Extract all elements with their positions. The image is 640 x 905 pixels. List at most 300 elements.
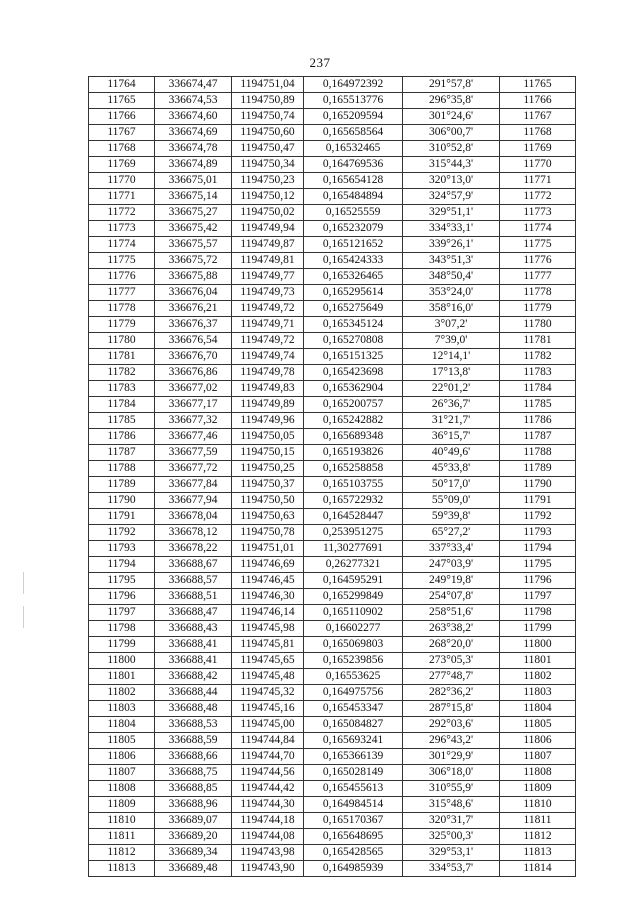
x-coordinate-cell: 336675,27	[155, 205, 232, 221]
distance-cell: 0,165484894	[304, 189, 403, 205]
table-row	[89, 381, 576, 397]
y-coordinate-cell: 1194750,34	[232, 157, 304, 173]
y-coordinate-cell: 1194745,48	[232, 669, 304, 685]
next-point-cell: 11766	[500, 93, 576, 109]
x-coordinate-cell: 336677,84	[155, 477, 232, 493]
next-point-cell: 11801	[500, 653, 576, 669]
table-row	[89, 253, 576, 269]
distance-cell: 0,165658564	[304, 125, 403, 141]
distance-cell: 0,164595291	[304, 573, 403, 589]
bearing-cell: 291°57,8'	[403, 77, 500, 93]
point-number-cell: 11806	[89, 749, 155, 765]
x-coordinate-cell: 336689,20	[155, 829, 232, 845]
next-point-cell: 11803	[500, 685, 576, 701]
x-coordinate-cell: 336688,85	[155, 781, 232, 797]
point-number-cell: 11781	[89, 349, 155, 365]
y-coordinate-cell: 1194744,30	[232, 797, 304, 813]
y-coordinate-cell: 1194744,56	[232, 765, 304, 781]
point-number-cell: 11779	[89, 317, 155, 333]
distance-cell: 0,165209594	[304, 109, 403, 125]
next-point-cell: 11791	[500, 493, 576, 509]
next-point-cell: 11786	[500, 413, 576, 429]
distance-cell: 0,165084827	[304, 717, 403, 733]
page-number: 237	[309, 55, 331, 70]
y-coordinate-cell: 1194749,87	[232, 237, 304, 253]
next-point-cell: 11780	[500, 317, 576, 333]
x-coordinate-cell: 336689,34	[155, 845, 232, 861]
next-point-cell: 11792	[500, 509, 576, 525]
next-point-cell: 11765	[500, 77, 576, 93]
x-coordinate-cell: 336688,48	[155, 701, 232, 717]
y-coordinate-cell: 1194749,72	[232, 333, 304, 349]
x-coordinate-cell: 336677,17	[155, 397, 232, 413]
table-row	[89, 285, 576, 301]
x-coordinate-cell: 336675,42	[155, 221, 232, 237]
distance-cell: 0,165299849	[304, 589, 403, 605]
point-number-cell: 11808	[89, 781, 155, 797]
next-point-cell: 11804	[500, 701, 576, 717]
y-coordinate-cell: 1194744,70	[232, 749, 304, 765]
bearing-cell: 247°03,9'	[403, 557, 500, 573]
bearing-cell: 17°13,8'	[403, 365, 500, 381]
distance-cell: 0,165193826	[304, 445, 403, 461]
bearing-cell: 55°09,0'	[403, 493, 500, 509]
y-coordinate-cell: 1194750,25	[232, 461, 304, 477]
x-coordinate-cell: 336688,51	[155, 589, 232, 605]
point-number-cell: 11811	[89, 829, 155, 845]
next-point-cell: 11779	[500, 301, 576, 317]
table-row	[89, 205, 576, 221]
y-coordinate-cell: 1194751,01	[232, 541, 304, 557]
y-coordinate-cell: 1194749,89	[232, 397, 304, 413]
table-row	[89, 509, 576, 525]
point-number-cell: 11778	[89, 301, 155, 317]
bearing-cell: 249°19,8'	[403, 573, 500, 589]
point-number-cell: 11777	[89, 285, 155, 301]
x-coordinate-cell: 336675,01	[155, 173, 232, 189]
y-coordinate-cell: 1194750,37	[232, 477, 304, 493]
point-number-cell: 11793	[89, 541, 155, 557]
y-coordinate-cell: 1194750,50	[232, 493, 304, 509]
point-number-cell: 11791	[89, 509, 155, 525]
table-row	[89, 685, 576, 701]
point-number-cell: 11801	[89, 669, 155, 685]
y-coordinate-cell: 1194749,81	[232, 253, 304, 269]
distance-cell: 0,165513776	[304, 93, 403, 109]
y-coordinate-cell: 1194749,71	[232, 317, 304, 333]
next-point-cell: 11775	[500, 237, 576, 253]
next-point-cell: 11809	[500, 781, 576, 797]
table-row	[89, 589, 576, 605]
bearing-cell: 292°03,6'	[403, 717, 500, 733]
point-number-cell: 11792	[89, 525, 155, 541]
next-point-cell: 11797	[500, 589, 576, 605]
x-coordinate-cell: 336676,54	[155, 333, 232, 349]
next-point-cell: 11796	[500, 573, 576, 589]
table-row	[89, 189, 576, 205]
distance-cell: 0,165455613	[304, 781, 403, 797]
point-number-cell: 11803	[89, 701, 155, 717]
distance-cell: 0,165275649	[304, 301, 403, 317]
next-point-cell: 11778	[500, 285, 576, 301]
x-coordinate-cell: 336675,88	[155, 269, 232, 285]
bearing-cell: 59°39,8'	[403, 509, 500, 525]
y-coordinate-cell: 1194743,98	[232, 845, 304, 861]
table-row	[89, 237, 576, 253]
x-coordinate-cell: 336688,75	[155, 765, 232, 781]
next-point-cell: 11813	[500, 845, 576, 861]
distance-cell: 0,165110902	[304, 605, 403, 621]
bearing-cell: 26°36,7'	[403, 397, 500, 413]
bearing-cell: 339°26,1'	[403, 237, 500, 253]
y-coordinate-cell: 1194749,94	[232, 221, 304, 237]
y-coordinate-cell: 1194743,90	[232, 861, 304, 877]
point-number-cell: 11795	[89, 573, 155, 589]
point-number-cell: 11772	[89, 205, 155, 221]
x-coordinate-cell: 336676,37	[155, 317, 232, 333]
x-coordinate-cell: 336678,12	[155, 525, 232, 541]
point-number-cell: 11765	[89, 93, 155, 109]
y-coordinate-cell: 1194749,83	[232, 381, 304, 397]
point-number-cell: 11776	[89, 269, 155, 285]
x-coordinate-cell: 336675,72	[155, 253, 232, 269]
point-number-cell: 11775	[89, 253, 155, 269]
y-coordinate-cell: 1194746,14	[232, 605, 304, 621]
y-coordinate-cell: 1194750,60	[232, 125, 304, 141]
table-row	[89, 637, 576, 653]
x-coordinate-cell: 336688,66	[155, 749, 232, 765]
y-coordinate-cell: 1194750,63	[232, 509, 304, 525]
bearing-cell: 348°50,4'	[403, 269, 500, 285]
distance-cell: 0,164984514	[304, 797, 403, 813]
next-point-cell: 11768	[500, 125, 576, 141]
x-coordinate-cell: 336674,89	[155, 157, 232, 173]
y-coordinate-cell: 1194745,98	[232, 621, 304, 637]
point-number-cell: 11764	[89, 77, 155, 93]
table-row	[89, 813, 576, 829]
bearing-cell: 254°07,8'	[403, 589, 500, 605]
bearing-cell: 40°49,6'	[403, 445, 500, 461]
y-coordinate-cell: 1194745,65	[232, 653, 304, 669]
distance-cell: 0,165103755	[304, 477, 403, 493]
next-point-cell: 11802	[500, 669, 576, 685]
distance-cell: 0,165200757	[304, 397, 403, 413]
distance-cell: 0,26277321	[304, 557, 403, 573]
table-row	[89, 157, 576, 173]
point-number-cell: 11812	[89, 845, 155, 861]
next-point-cell: 11773	[500, 205, 576, 221]
bearing-cell: 65°27,2'	[403, 525, 500, 541]
y-coordinate-cell: 1194750,05	[232, 429, 304, 445]
distance-cell: 0,165242882	[304, 413, 403, 429]
point-number-cell: 11768	[89, 141, 155, 157]
table-row	[89, 781, 576, 797]
distance-cell: 0,165258858	[304, 461, 403, 477]
next-point-cell: 11774	[500, 221, 576, 237]
y-coordinate-cell: 1194749,73	[232, 285, 304, 301]
point-number-cell: 11782	[89, 365, 155, 381]
next-point-cell: 11787	[500, 429, 576, 445]
y-coordinate-cell: 1194749,96	[232, 413, 304, 429]
table-row	[89, 701, 576, 717]
next-point-cell: 11806	[500, 733, 576, 749]
distance-cell: 0,165239856	[304, 653, 403, 669]
y-coordinate-cell: 1194750,78	[232, 525, 304, 541]
x-coordinate-cell: 336677,94	[155, 493, 232, 509]
table-row	[89, 365, 576, 381]
y-coordinate-cell: 1194751,04	[232, 77, 304, 93]
next-point-cell: 11769	[500, 141, 576, 157]
bearing-cell: 337°33,4'	[403, 541, 500, 557]
table-row	[89, 717, 576, 733]
table-row	[89, 173, 576, 189]
bearing-cell: 301°29,9'	[403, 749, 500, 765]
table-row	[89, 605, 576, 621]
distance-cell: 0,165722932	[304, 493, 403, 509]
x-coordinate-cell: 336676,04	[155, 285, 232, 301]
distance-cell: 0,165270808	[304, 333, 403, 349]
next-point-cell: 11788	[500, 445, 576, 461]
x-coordinate-cell: 336677,02	[155, 381, 232, 397]
table-row	[89, 77, 576, 93]
point-number-cell: 11766	[89, 109, 155, 125]
table-row	[89, 765, 576, 781]
table-row	[89, 301, 576, 317]
point-number-cell: 11794	[89, 557, 155, 573]
point-number-cell: 11790	[89, 493, 155, 509]
x-coordinate-cell: 336678,22	[155, 541, 232, 557]
next-point-cell: 11793	[500, 525, 576, 541]
y-coordinate-cell: 1194745,16	[232, 701, 304, 717]
x-coordinate-cell: 336675,57	[155, 237, 232, 253]
point-number-cell: 11767	[89, 125, 155, 141]
x-coordinate-cell: 336676,21	[155, 301, 232, 317]
table-row	[89, 493, 576, 509]
table-row	[89, 621, 576, 637]
y-coordinate-cell: 1194746,69	[232, 557, 304, 573]
distance-cell: 0,164769536	[304, 157, 403, 173]
distance-cell: 0,165295614	[304, 285, 403, 301]
next-point-cell: 11776	[500, 253, 576, 269]
coordinates-table-body	[89, 77, 576, 877]
next-point-cell: 11770	[500, 157, 576, 173]
y-coordinate-cell: 1194744,42	[232, 781, 304, 797]
bearing-cell: 320°13,0'	[403, 173, 500, 189]
next-point-cell: 11808	[500, 765, 576, 781]
table-row	[89, 109, 576, 125]
x-coordinate-cell: 336677,32	[155, 413, 232, 429]
x-coordinate-cell: 336688,53	[155, 717, 232, 733]
next-point-cell: 11790	[500, 477, 576, 493]
bearing-cell: 3°07,2'	[403, 317, 500, 333]
x-coordinate-cell: 336677,46	[155, 429, 232, 445]
table-row	[89, 397, 576, 413]
table-row	[89, 525, 576, 541]
table-row	[89, 317, 576, 333]
x-coordinate-cell: 336674,47	[155, 77, 232, 93]
bearing-cell: 324°57,9'	[403, 189, 500, 205]
scan-margin-mark	[23, 606, 24, 628]
table-row	[89, 829, 576, 845]
x-coordinate-cell: 336688,59	[155, 733, 232, 749]
point-number-cell: 11805	[89, 733, 155, 749]
bearing-cell: 258°51,6'	[403, 605, 500, 621]
x-coordinate-cell: 336688,41	[155, 653, 232, 669]
point-number-cell: 11770	[89, 173, 155, 189]
distance-cell: 0,16602277	[304, 621, 403, 637]
bearing-cell: 268°20,0'	[403, 637, 500, 653]
x-coordinate-cell: 336688,42	[155, 669, 232, 685]
table-row	[89, 861, 576, 877]
x-coordinate-cell: 336676,86	[155, 365, 232, 381]
bearing-cell: 31°21,7'	[403, 413, 500, 429]
bearing-cell: 343°51,3'	[403, 253, 500, 269]
x-coordinate-cell: 336674,53	[155, 93, 232, 109]
distance-cell: 0,165069803	[304, 637, 403, 653]
bearing-cell: 306°00,7'	[403, 125, 500, 141]
y-coordinate-cell: 1194749,77	[232, 269, 304, 285]
point-number-cell: 11789	[89, 477, 155, 493]
point-number-cell: 11784	[89, 397, 155, 413]
distance-cell: 0,165689348	[304, 429, 403, 445]
distance-cell: 0,165326465	[304, 269, 403, 285]
next-point-cell: 11798	[500, 605, 576, 621]
x-coordinate-cell: 336689,48	[155, 861, 232, 877]
table-row	[89, 573, 576, 589]
point-number-cell: 11797	[89, 605, 155, 621]
bearing-cell: 22°01,2'	[403, 381, 500, 397]
next-point-cell: 11799	[500, 621, 576, 637]
y-coordinate-cell: 1194749,74	[232, 349, 304, 365]
point-number-cell: 11799	[89, 637, 155, 653]
table-row	[89, 429, 576, 445]
bearing-cell: 315°44,3'	[403, 157, 500, 173]
bearing-cell: 310°52,8'	[403, 141, 500, 157]
x-coordinate-cell: 336676,70	[155, 349, 232, 365]
bearing-cell: 329°51,1'	[403, 205, 500, 221]
y-coordinate-cell: 1194749,78	[232, 365, 304, 381]
point-number-cell: 11813	[89, 861, 155, 877]
bearing-cell: 334°53,7'	[403, 861, 500, 877]
next-point-cell: 11814	[500, 861, 576, 877]
bearing-cell: 296°35,8'	[403, 93, 500, 109]
table-row	[89, 141, 576, 157]
point-number-cell: 11771	[89, 189, 155, 205]
table-row	[89, 845, 576, 861]
point-number-cell: 11786	[89, 429, 155, 445]
bearing-cell: 358°16,0'	[403, 301, 500, 317]
y-coordinate-cell: 1194750,02	[232, 205, 304, 221]
table-row	[89, 733, 576, 749]
distance-cell: 0,165423698	[304, 365, 403, 381]
bearing-cell: 12°14,1'	[403, 349, 500, 365]
next-point-cell: 11785	[500, 397, 576, 413]
bearing-cell: 296°43,2'	[403, 733, 500, 749]
point-number-cell: 11774	[89, 237, 155, 253]
distance-cell: 0,165366139	[304, 749, 403, 765]
next-point-cell: 11812	[500, 829, 576, 845]
next-point-cell: 11807	[500, 749, 576, 765]
next-point-cell: 11789	[500, 461, 576, 477]
bearing-cell: 310°55,9'	[403, 781, 500, 797]
bearing-cell: 36°15,7'	[403, 429, 500, 445]
bearing-cell: 287°15,8'	[403, 701, 500, 717]
table-row	[89, 221, 576, 237]
next-point-cell: 11771	[500, 173, 576, 189]
y-coordinate-cell: 1194750,47	[232, 141, 304, 157]
point-number-cell: 11807	[89, 765, 155, 781]
distance-cell: 0,165424333	[304, 253, 403, 269]
next-point-cell: 11810	[500, 797, 576, 813]
distance-cell: 0,16525559	[304, 205, 403, 221]
bearing-cell: 45°33,8'	[403, 461, 500, 477]
bearing-cell: 306°18,0'	[403, 765, 500, 781]
y-coordinate-cell: 1194749,72	[232, 301, 304, 317]
table-row	[89, 93, 576, 109]
x-coordinate-cell: 336688,43	[155, 621, 232, 637]
y-coordinate-cell: 1194750,89	[232, 93, 304, 109]
x-coordinate-cell: 336688,41	[155, 637, 232, 653]
bearing-cell: 315°48,6'	[403, 797, 500, 813]
distance-cell: 0,165453347	[304, 701, 403, 717]
point-number-cell: 11802	[89, 685, 155, 701]
table-row	[89, 333, 576, 349]
x-coordinate-cell: 336677,72	[155, 461, 232, 477]
distance-cell: 0,165170367	[304, 813, 403, 829]
table-row	[89, 413, 576, 429]
bearing-cell: 353°24,0'	[403, 285, 500, 301]
x-coordinate-cell: 336688,47	[155, 605, 232, 621]
x-coordinate-cell: 336677,59	[155, 445, 232, 461]
next-point-cell: 11783	[500, 365, 576, 381]
next-point-cell: 11794	[500, 541, 576, 557]
y-coordinate-cell: 1194746,45	[232, 573, 304, 589]
y-coordinate-cell: 1194744,84	[232, 733, 304, 749]
bearing-cell: 277°48,7'	[403, 669, 500, 685]
point-number-cell: 11785	[89, 413, 155, 429]
bearing-cell: 50°17,0'	[403, 477, 500, 493]
table-row	[89, 349, 576, 365]
distance-cell: 0,165428565	[304, 845, 403, 861]
point-number-cell: 11783	[89, 381, 155, 397]
distance-cell: 0,164985939	[304, 861, 403, 877]
bearing-cell: 325°00,3'	[403, 829, 500, 845]
bearing-cell: 334°33,1'	[403, 221, 500, 237]
table-row	[89, 445, 576, 461]
distance-cell: 0,164975756	[304, 685, 403, 701]
point-number-cell: 11809	[89, 797, 155, 813]
next-point-cell: 11782	[500, 349, 576, 365]
distance-cell: 0,165654128	[304, 173, 403, 189]
distance-cell: 0,165648695	[304, 829, 403, 845]
table-row	[89, 541, 576, 557]
table-row	[89, 125, 576, 141]
next-point-cell: 11777	[500, 269, 576, 285]
x-coordinate-cell: 336688,67	[155, 557, 232, 573]
bearing-cell: 273°05,3'	[403, 653, 500, 669]
y-coordinate-cell: 1194750,12	[232, 189, 304, 205]
distance-cell: 0,165232079	[304, 221, 403, 237]
next-point-cell: 11795	[500, 557, 576, 573]
distance-cell: 11,30277691	[304, 541, 403, 557]
table-row	[89, 269, 576, 285]
y-coordinate-cell: 1194750,15	[232, 445, 304, 461]
distance-cell: 0,164972392	[304, 77, 403, 93]
x-coordinate-cell: 336674,69	[155, 125, 232, 141]
x-coordinate-cell: 336689,07	[155, 813, 232, 829]
next-point-cell: 11784	[500, 381, 576, 397]
y-coordinate-cell: 1194745,81	[232, 637, 304, 653]
